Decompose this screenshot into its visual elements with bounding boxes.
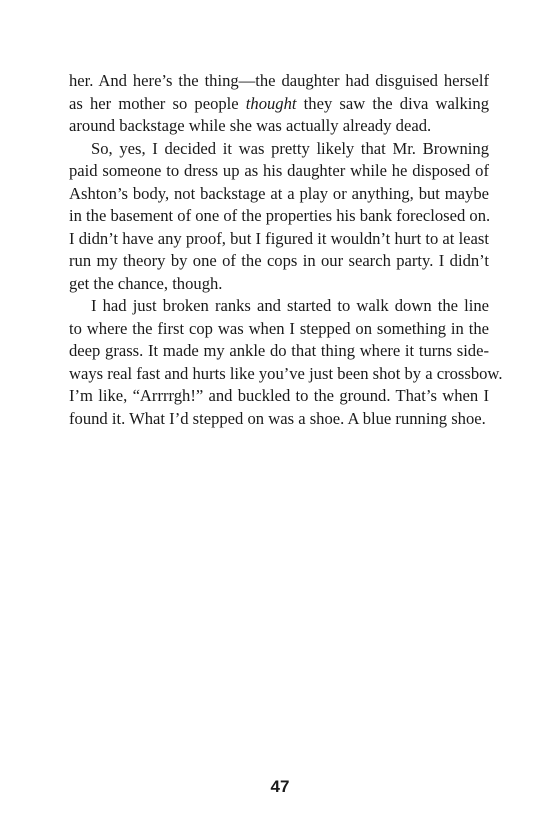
text-line [69,70,489,93]
text-line [69,340,489,363]
paragraph [69,138,489,296]
text-line [69,250,489,273]
text-line [69,115,489,138]
text-run: Ashton’s body, not backstage at a play or anything, but maybe [69,183,489,203]
text-run: around backstage while she was actually already dead. [69,116,432,135]
text-run: run my theory by one of the cops in our search party. I didn’t [69,251,489,270]
text-run: they saw the diva walking [296,93,489,113]
text-line [69,205,489,228]
text-line [69,273,489,296]
text-line [69,183,489,206]
text-line [69,363,503,386]
text-line [69,228,489,251]
text-line [69,160,489,183]
text-run: get the chance, though. [69,273,223,293]
text-run: to where the first cop was when I stepped on something in the [69,318,489,338]
text-line [69,93,489,116]
paragraph [69,295,503,430]
text-run: I’m like, “Arrrrgh!” and buckled to the ground. That’s when I [69,386,489,405]
paragraph [69,70,489,138]
text-run: her. And here’s the thing—the daughter had disguised herself [69,71,489,90]
text-run: found it. What I’d stepped on was a shoe. A blue running shoe. [69,408,486,428]
text-run: in the basement of one of the properties his bank foreclosed on. [69,206,491,225]
italic-text: thought [245,93,297,113]
text-line [69,408,489,431]
text-run: paid someone to dress up as his daughter while he disposed of [69,161,489,180]
text-run: So, yes, I decided it was pretty likely that Mr. Browning [91,138,489,158]
text-run: ways real fast and hurts like you’ve just been shot by a crossbow. [69,363,503,383]
body-text [69,70,503,430]
text-run: deep grass. It made my ankle do that thing where it turns side- [69,341,489,360]
text-line [69,385,489,408]
text-line [69,295,489,318]
text-run: as her mother so people [69,93,246,113]
text-run: I didn’t have any proof, but I figured it wouldn’t hurt to at least [69,228,489,248]
text-line [69,318,489,341]
text-line [69,138,489,161]
page-number: 47 [270,777,290,796]
text-run: I had just broken ranks and started to walk down the line [91,296,489,315]
